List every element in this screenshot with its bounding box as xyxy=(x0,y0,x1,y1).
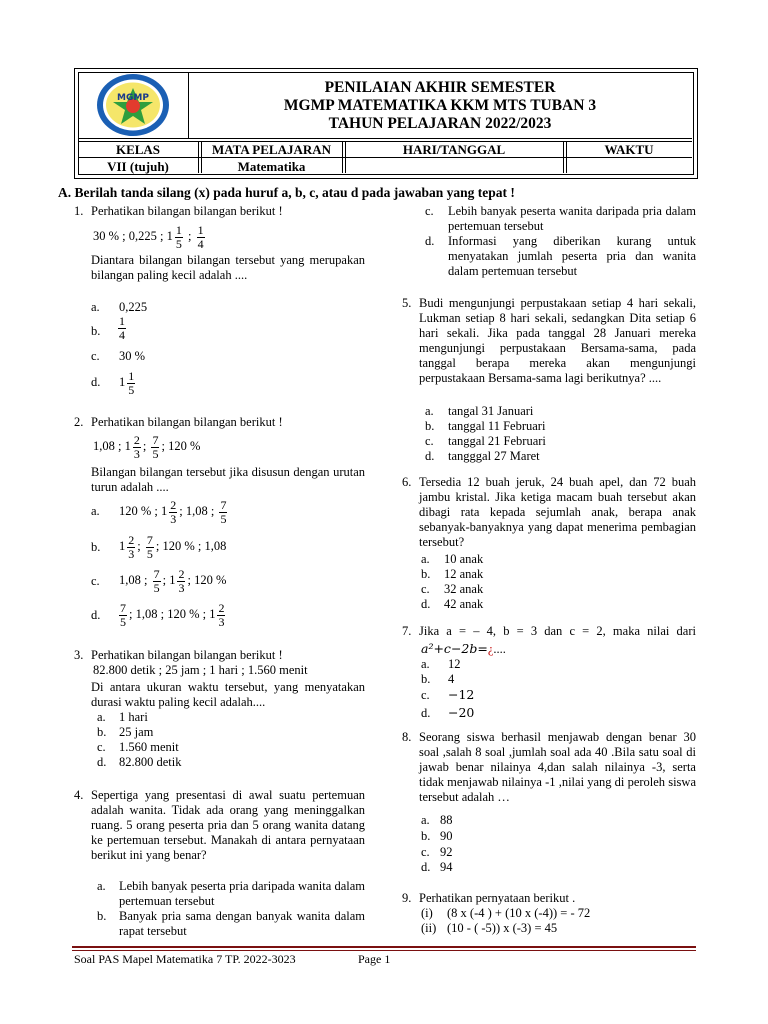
q3-intro: Perhatikan bilangan bilangan berikut ! xyxy=(91,648,283,662)
q5-opt-a[interactable]: tangal 31 Januari xyxy=(448,404,534,418)
q4-opt-d-label: d. xyxy=(425,234,435,248)
q4-number: 4. xyxy=(74,788,84,802)
q8-opt-d[interactable]: 94 xyxy=(440,860,453,874)
q1-number: 1. xyxy=(74,204,84,218)
q3-opt-a[interactable]: 1 hari xyxy=(119,710,148,724)
q7-opt-b[interactable]: 4 xyxy=(448,672,455,686)
q1-question: Diantara bilangan bilangan tersebut yang merupakan bilangan paling kecil adalah .... xyxy=(91,253,365,282)
q3-opt-d[interactable]: 82.800 detik xyxy=(119,755,182,769)
footer-title: Soal PAS Mapel Matematika 7 TP. 2022-3023 xyxy=(74,952,296,966)
svg-text:MGMP: MGMP xyxy=(117,93,149,103)
q1-opt-d-label: d. xyxy=(91,375,101,389)
q8-opt-b-label: b. xyxy=(421,829,431,843)
q8-opt-a-label: a. xyxy=(421,813,430,827)
q5-opt-c-label: c. xyxy=(425,434,434,448)
q2-opt-b-label: b. xyxy=(91,540,101,554)
col-kelas: KELAS xyxy=(115,142,161,157)
q5-opt-b[interactable]: tanggal 11 Februari xyxy=(448,419,546,433)
q6-opt-a-label: a. xyxy=(421,552,430,566)
q9-ii: (10 - ( -5)) x (-3) = 45 xyxy=(447,921,558,935)
q6-opt-b[interactable]: 12 anak xyxy=(444,567,484,581)
footer-rule xyxy=(72,946,696,948)
q4-opt-c-label: c. xyxy=(425,204,434,218)
q2-opt-a-label: a. xyxy=(91,504,100,518)
q7-opt-a[interactable]: 12 xyxy=(448,657,461,671)
q6-opt-c[interactable]: 32 anak xyxy=(444,582,484,596)
q1-opt-c-label: c. xyxy=(91,349,100,363)
q4-question: Sepertiga yang presentasi di awal suatu pertemuan adalah wanita. Tidak ada orang yang meninggalkan ruang. 5 orang peserta pria dan 5 orang wanita datang ke pertemuan tersebut. Manakah di antara pernyataan berikut ini yang benar? xyxy=(91,788,365,862)
title-line-2: MGMP MATEMATIKA KKM MTS TUBAN 3 xyxy=(283,97,597,114)
q6-number: 6. xyxy=(402,475,412,489)
q5-opt-b-label: b. xyxy=(425,419,435,433)
val-kelas: VII (tujuh) xyxy=(107,159,169,174)
q8-opt-c[interactable]: 92 xyxy=(440,845,453,859)
col-hari: HARI/TANGGAL xyxy=(402,142,506,157)
q3-opt-b[interactable]: 25 jam xyxy=(119,725,154,739)
q8-opt-a[interactable]: 88 xyxy=(440,813,453,827)
q1-opt-d[interactable]: 1 $\frac{1}{5}$ xyxy=(119,368,135,397)
col-divider-1 xyxy=(198,141,199,173)
title-line-3: TAHUN PELAJARAN 2022/2023 xyxy=(328,115,552,132)
q1-values: 30 % ; 0,225 ; 1 $\frac{1}{5}$ ; $\frac{1}{4}$ xyxy=(93,222,204,251)
q6-opt-d-label: d. xyxy=(421,597,431,611)
q8-opt-d-label: d. xyxy=(421,860,431,874)
mgmp-logo xyxy=(95,72,171,138)
q8-opt-c-label: c. xyxy=(421,845,430,859)
q5-number: 5. xyxy=(402,296,412,310)
q3-number: 3. xyxy=(74,648,84,662)
q3-opt-b-label: b. xyxy=(97,725,107,739)
q5-question: Budi mengunjungi perpustakaan setiap 4 hari sekali, Lukman setiap 8 hari sekali, sedangkan Dita setiap 6 hari sekali. Jika pada tanggal 28 Januari mereka mengunjungi perpustakaan Bersama-sama, pada tanggal berapa mereka akan mengunjungi perpustakaan Bersama-sama lagi berikutnya? .... xyxy=(419,296,696,385)
q2-opt-d[interactable]: $\frac{7}{5}$ ; 1,08 ; 120 % ; 1 $\frac{2}{3}$ xyxy=(120,600,225,629)
q6-opt-d[interactable]: 42 anak xyxy=(444,597,484,611)
q7-expression: a²+c−2b=¿.... xyxy=(421,641,506,656)
q9-number: 9. xyxy=(402,891,412,905)
q2-question: Bilangan bilangan tersebut jika disusun dengan urutan turun adalah .... xyxy=(91,465,365,494)
q7-opt-c-label: c. xyxy=(421,688,430,702)
q7-opt-d-label: d. xyxy=(421,706,431,720)
q1-opt-a[interactable]: 0,225 xyxy=(119,300,148,314)
title-line-1: PENILAIAN AKHIR SEMESTER xyxy=(324,79,556,96)
q9-i-label: (i) xyxy=(421,906,433,920)
q2-opt-a[interactable]: 120 % ; 1 $\frac{2}{3}$ ; 1,08 ; $\frac{7}{5}$ xyxy=(119,497,227,526)
q5-opt-d[interactable]: tangggal 27 Maret xyxy=(448,449,540,463)
col-divider-2 xyxy=(342,141,343,173)
q4-opt-b-label: b. xyxy=(97,909,107,923)
q8-opt-b[interactable]: 90 xyxy=(440,829,453,843)
q1-opt-b-label: b. xyxy=(91,324,101,338)
q2-opt-d-label: d. xyxy=(91,608,101,622)
col-mapel: MATA PELAJARAN xyxy=(211,142,332,157)
q7-opt-d[interactable]: −20 xyxy=(448,705,475,720)
q4-opt-c[interactable]: Lebih banyak peserta wanita daripada pria dalam pertemuan tersebut xyxy=(448,204,696,233)
q6-opt-b-label: b. xyxy=(421,567,431,581)
q1-opt-b[interactable]: $\frac{1}{4}$ xyxy=(119,314,125,342)
logo-cell xyxy=(78,72,189,138)
q7-number: 7. xyxy=(402,624,412,638)
q9-intro: Perhatikan pernyataan berikut . xyxy=(419,891,576,905)
q2-opt-c-label: c. xyxy=(91,574,100,588)
q1-opt-a-label: a. xyxy=(91,300,100,314)
q7-opt-c[interactable]: −12 xyxy=(448,687,475,702)
q3-opt-c-label: c. xyxy=(97,740,106,754)
q3-opt-d-label: d. xyxy=(97,755,107,769)
col-waktu: WAKTU xyxy=(604,142,654,157)
q6-question: Tersedia 12 buah jeruk, 24 buah apel, dan 72 buah jambu kristal. Jika ketiga macam buah tersebut akan dibagi rata kepada sejumlah anak, berapa anak sebanyak-banyaknya yang dapat menerima pembagian tersebut? xyxy=(419,475,696,549)
q2-number: 2. xyxy=(74,415,84,429)
q2-values: 1,08 ; 1 $\frac{2}{3}$ ; $\frac{7}{5}$ ; 120 % xyxy=(93,432,201,461)
section-a-instruction: A. Berilah tanda silang (x) pada huruf a, b, c, atau d pada jawaban yang tepat ! xyxy=(58,185,515,200)
q3-opt-a-label: a. xyxy=(97,710,106,724)
q9-ii-label: (ii) xyxy=(421,921,437,935)
footer-page: Page 1 xyxy=(358,952,391,966)
header-row-divider-1 xyxy=(78,138,692,139)
q6-opt-a[interactable]: 10 anak xyxy=(444,552,484,566)
footer-rule-thin xyxy=(72,950,696,951)
q1-opt-c[interactable]: 30 % xyxy=(119,349,146,363)
q4-opt-d[interactable]: Informasi yang diberikan kurang untuk menyatakan jumlah peserta pria dan wanita dalam pertemuan tersebut xyxy=(448,234,696,278)
q5-opt-d-label: d. xyxy=(425,449,435,463)
q3-values: 82.800 detik ; 25 jam ; 1 hari ; 1.560 menit xyxy=(93,663,308,677)
q5-opt-a-label: a. xyxy=(425,404,434,418)
q8-question: Seorang siswa berhasil menjawab dengan benar 30 soal ,salah 8 soal ,jumlah soal ada 40 .Bila satu soal di jawab benar nilainya 4,dan salah nilainya -3, serta tidak menjawab nilainya -1 ,nilai yang di peroleh siswa tersebut adalah … xyxy=(419,730,696,804)
q5-opt-c[interactable]: tanggal 21 Februari xyxy=(448,434,546,448)
q4-opt-b[interactable]: Banyak pria sama dengan banyak wanita dalam rapat tersebut xyxy=(119,909,365,938)
q9-i: (8 x (-4 ) + (10 x (-4)) = - 72 xyxy=(447,906,591,920)
q2-opt-b[interactable]: 1 $\frac{2}{3}$ ; $\frac{7}{5}$ ; 120 % ; 1,08 xyxy=(119,532,227,561)
q7-question: Jika a = – 4, b = 3 dan c = 2, maka nilai dari xyxy=(419,624,696,638)
q2-intro: Perhatikan bilangan bilangan berikut ! xyxy=(91,415,283,429)
q1-intro: Perhatikan bilangan bilangan berikut ! xyxy=(91,204,283,218)
q2-opt-c[interactable]: 1,08 ; $\frac{7}{5}$ ; 1 $\frac{2}{3}$ ; 120 % xyxy=(119,566,227,595)
val-mapel: Matematika xyxy=(237,159,306,174)
q4-opt-a[interactable]: Lebih banyak peserta pria daripada wanita dalam pertemuan tersebut xyxy=(119,879,365,908)
q6-opt-c-label: c. xyxy=(421,582,430,596)
q4-opt-a-label: a. xyxy=(97,879,106,893)
q7-opt-b-label: b. xyxy=(421,672,431,686)
q3-question: Di antara ukuran waktu tersebut, yang menyatakan durasi waktu paling kecil adalah.... xyxy=(91,680,365,709)
col-divider-3 xyxy=(563,141,564,173)
q8-number: 8. xyxy=(402,730,412,744)
q7-opt-a-label: a. xyxy=(421,657,430,671)
q3-opt-c[interactable]: 1.560 menit xyxy=(119,740,179,754)
